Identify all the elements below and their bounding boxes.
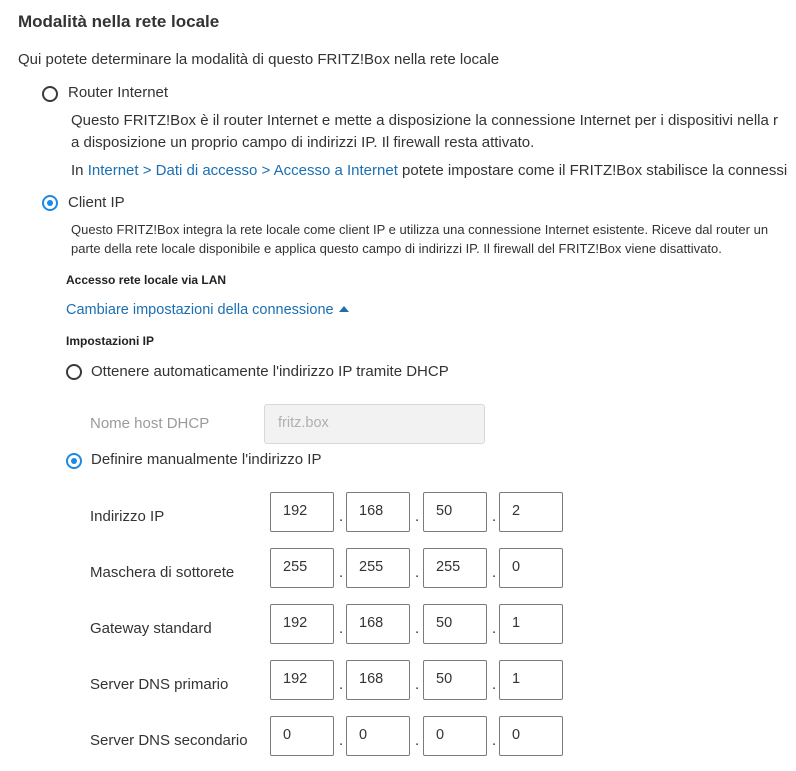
octet-separator: . <box>415 732 420 749</box>
secondary-dns-octet-2[interactable]: 0 <box>346 716 410 756</box>
gateway-octet-4[interactable]: 1 <box>499 604 563 644</box>
subnet-mask-octet-3[interactable]: 255 <box>423 548 487 588</box>
router-internet-label[interactable]: Router Internet <box>68 84 169 101</box>
gateway-label: Gateway standard <box>90 620 212 637</box>
subnet-mask-label: Maschera di sottorete <box>90 564 235 581</box>
octet-separator: . <box>339 620 344 637</box>
secondary-dns-label: Server DNS secondario <box>90 732 248 749</box>
octet-separator: . <box>415 564 420 581</box>
subnet-mask-octet-2[interactable]: 255 <box>346 548 410 588</box>
gateway-octet-3[interactable]: 50 <box>423 604 487 644</box>
dhcp-hostname-label: Nome host DHCP <box>90 415 210 432</box>
gateway-octet-1[interactable]: 192 <box>270 604 334 644</box>
octet-separator: . <box>339 676 344 693</box>
octet-separator: . <box>492 676 497 693</box>
gateway-octet-2[interactable]: 168 <box>346 604 410 644</box>
router-hint-prefix: In <box>71 162 84 179</box>
dhcp-hostname-input[interactable]: fritz.box <box>264 404 485 444</box>
octet-separator: . <box>492 620 497 637</box>
primary-dns-label: Server DNS primario <box>90 676 229 693</box>
ip-address-label: Indirizzo IP <box>90 508 165 525</box>
octet-separator: . <box>415 508 420 525</box>
ip-address-octet-1[interactable]: 192 <box>270 492 334 532</box>
octet-separator: . <box>339 732 344 749</box>
octet-separator: . <box>339 564 344 581</box>
subnet-mask-octet-1[interactable]: 255 <box>270 548 334 588</box>
router-hint-suffix: potete impostare come il FRITZ!Box stabilisce la connessi <box>402 162 788 179</box>
router-hint <box>71 162 787 179</box>
client-ip-label[interactable]: Client IP <box>68 194 125 211</box>
router-description-line2: a disposizione un proprio campo di indirizzi IP. Il firewall resta attivato. <box>71 134 535 151</box>
octet-separator: . <box>415 676 420 693</box>
lan-access-heading: Accesso rete locale via LAN <box>66 273 227 287</box>
ip-address-octet-3[interactable]: 50 <box>423 492 487 532</box>
intro-text: Qui potete determinare la modalità di questo FRITZ!Box nella rete locale <box>18 51 500 68</box>
page-title: Modalità nella rete locale <box>18 12 220 31</box>
octet-separator: . <box>492 732 497 749</box>
secondary-dns-octet-1[interactable]: 0 <box>270 716 334 756</box>
ip-address-octet-4[interactable]: 2 <box>499 492 563 532</box>
dhcp-label[interactable]: Ottenere automaticamente l'indirizzo IP tramite DHCP <box>91 363 449 380</box>
primary-dns-octet-4[interactable]: 1 <box>499 660 563 700</box>
secondary-dns-octet-4[interactable]: 0 <box>499 716 563 756</box>
internet-access-link[interactable]: Internet > Dati di accesso > Accesso a Internet <box>87 162 398 179</box>
manual-ip-label[interactable]: Definire manualmente l'indirizzo IP <box>91 451 322 468</box>
chevron-up-icon <box>339 306 349 312</box>
subnet-mask-octet-4[interactable]: 0 <box>499 548 563 588</box>
primary-dns-octet-2[interactable]: 168 <box>346 660 410 700</box>
router-internet-radio[interactable] <box>42 86 58 102</box>
change-connection-settings-label: Cambiare impostazioni della connessione <box>66 302 334 318</box>
octet-separator: . <box>492 564 497 581</box>
octet-separator: . <box>492 508 497 525</box>
octet-separator: . <box>339 508 344 525</box>
router-description-line1: Questo FRITZ!Box è il router Internet e mette a disposizione la connessione Internet per i dispositivi nella r <box>71 112 779 129</box>
ip-address-octet-2[interactable]: 168 <box>346 492 410 532</box>
octet-separator: . <box>415 620 420 637</box>
ip-settings-heading: Impostazioni IP <box>66 334 155 348</box>
manual-ip-radio[interactable] <box>66 453 82 469</box>
secondary-dns-octet-3[interactable]: 0 <box>423 716 487 756</box>
client-ip-radio[interactable] <box>42 195 58 211</box>
change-connection-settings-toggle[interactable] <box>66 302 349 318</box>
primary-dns-octet-3[interactable]: 50 <box>423 660 487 700</box>
primary-dns-octet-1[interactable]: 192 <box>270 660 334 700</box>
client-description-line1: Questo FRITZ!Box integra la rete locale come client IP e utilizza una connessione Internet esistente. Riceve dal router un <box>71 222 769 237</box>
client-description-line2: parte della rete locale disponibile e applica questo campo di indirizzi IP. Il firewall del FRITZ!Box viene disattivato. <box>71 241 722 256</box>
dhcp-radio[interactable] <box>66 364 82 380</box>
